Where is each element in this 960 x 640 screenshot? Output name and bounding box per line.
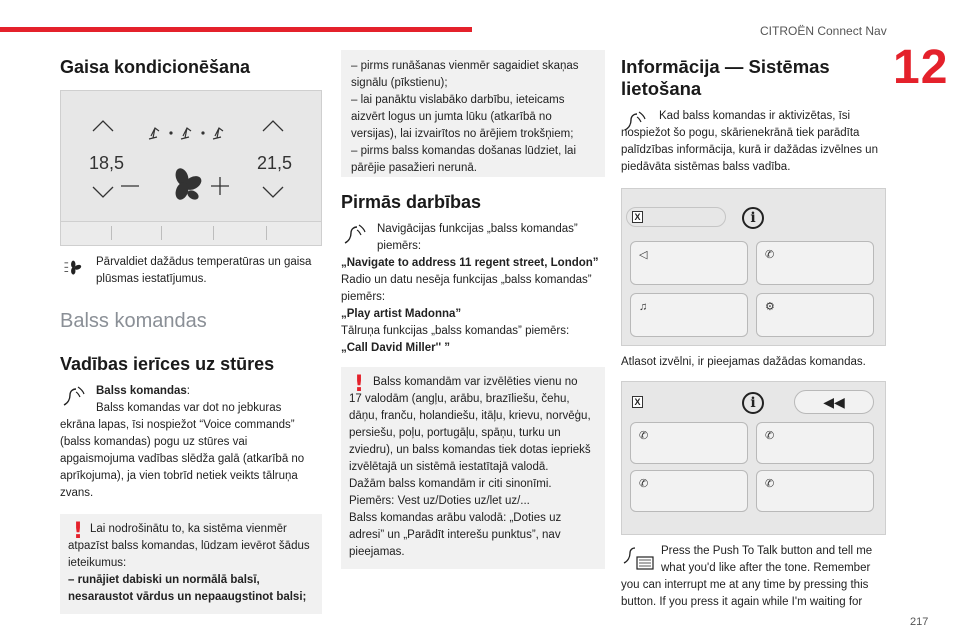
fan-icon: [60, 257, 88, 279]
strip-divider: [161, 226, 162, 240]
command-tile[interactable]: [756, 470, 874, 512]
warn-bold: – runājiet dabiski un normālā balsī, nesaraustot vārdus un nepaaugstinot balsi;: [68, 574, 307, 603]
command-tile[interactable]: [756, 422, 874, 464]
column-1: [60, 50, 322, 614]
warning-box-2: [341, 367, 605, 569]
ac-title: Gaisa kondicionēšana: [60, 57, 251, 77]
warn-text-2: atpazīst balss komandas, lūdzam ievērot šādus ieteikumus:: [68, 540, 310, 569]
page-number: 217: [910, 616, 929, 628]
column-2: [341, 50, 605, 569]
after-menu-text: Atlasot izvēlni, ir pieejamas dažādas komandas.: [621, 356, 866, 368]
voice-command-icon: [341, 223, 369, 249]
section-title-voice: Balss komandas: [60, 310, 207, 332]
ac-bottom-strip: [61, 221, 321, 245]
commands-screen: [621, 381, 886, 535]
navigation-icon: ◁: [639, 249, 648, 261]
strip-divider: [213, 226, 214, 240]
menu-tile-phone[interactable]: [756, 241, 874, 285]
bullets-box: – pirms runāšanas vienmēr sagaidiet skaņas signālu (pīkstienu); – lai panāktu vislabāko darbību, ieteicams aizvērt logus un jumta lūku (atkarībā no versijas), lai izvairītos no ārējiem trokšņiem; – pirms balss komandas došanas lūdziet, lai pārējie pasažieri nerunā.: [341, 50, 605, 177]
ptt-2: what you'd like after the tone. Remember you can interrupt me at any time by pressing this button. If you press it again while I'm waiting for: [621, 562, 871, 608]
strip-divider: [111, 226, 112, 240]
first-steps-text: [341, 221, 605, 357]
wheel-text-1: Balss komandas var dot no jebkuras: [96, 402, 282, 414]
phone-icon: ✆: [765, 249, 775, 261]
chapter-number: 12: [893, 41, 949, 94]
radio-example: „Play artist Madonna”: [341, 308, 462, 320]
phone-example: „Call David Miller'' ”: [341, 342, 450, 354]
command-tile[interactable]: [630, 470, 748, 512]
info-intro: [621, 108, 886, 176]
close-button-area[interactable]: [626, 207, 726, 227]
nav-example: „Navigate to address 11 regent street, London”: [341, 257, 599, 269]
menu-tile-settings[interactable]: [756, 293, 874, 337]
warning-icon: !: [354, 372, 365, 397]
column-3: [621, 50, 886, 611]
close-icon[interactable]: X: [632, 396, 643, 408]
ptt-text: [621, 543, 886, 611]
phone-icon: ✆: [639, 478, 649, 490]
phone-icon: ✆: [765, 430, 775, 442]
intro-1: Kad balss komandas ir aktivizētas, īsi: [659, 110, 851, 122]
header-accent-bar: [0, 27, 472, 32]
phone-icon: ✆: [639, 430, 649, 442]
nav-text-2: piemērs:: [377, 240, 422, 252]
command-tile[interactable]: [630, 422, 748, 464]
help-menu-screen: [621, 188, 886, 346]
warn-text-1: Lai nodrošinātu to, ka sistēma vienmēr: [90, 523, 287, 535]
info-icon[interactable]: i: [742, 207, 764, 229]
phone-icon: ✆: [765, 478, 775, 490]
rewind-icon: ◀◀: [823, 394, 845, 410]
gear-icon: ⚙: [765, 301, 775, 313]
radio-text: Radio un datu nesēja funkcijas „balss komandas” piemērs:: [341, 274, 592, 303]
warn2-text-2: 17 valodām (angļu, arābu, brazīliešu, čehu, dāņu, franču, holandiešu, itāļu, krievu, norvēģu, persiešu, poļu, portugāļu, spāņu, turku un zviedru), un balss komandas tiek dotas iepriekš izvēlētajā un sistēmā iestatītajā valodā. Dažām balss komandām ir citi sinonīmi. Piemērs: Vest uz/Doties uz/let uz/... Balss komandas arābu valodā: „Doties uz adresi” un „Parādīt interešu punktus”, nav pieejamas.: [349, 393, 591, 558]
nav-text-1: Navigācijas funkcijas „balss komandas”: [377, 223, 578, 235]
ac-screen-illustration: [60, 90, 322, 246]
intro-2: nospiežot šo pogu, skārienekrānā tiek parādīta palīdzības informācija, kurā ir dažādas izvēlnes un piedāvāta sistēmas balss vadība.: [621, 127, 878, 173]
info-title: Informācija — Sistēmas lietošana: [621, 56, 830, 99]
menu-tile-navigation[interactable]: [630, 241, 748, 285]
first-steps-title: Pirmās darbības: [341, 192, 482, 212]
ac-caption: Pārvaldiet dažādus temperatūras un gaisa plūsmas iestatījumus.: [96, 256, 312, 285]
back-button[interactable]: [794, 390, 874, 414]
temp-right: 21,5: [257, 153, 293, 173]
strip-divider: [266, 226, 267, 240]
temp-left: 18,5: [89, 153, 125, 173]
voice-command-icon: [621, 110, 649, 136]
phone-text: Tālruņa funkcijas „balss komandas” piemērs:: [341, 325, 570, 337]
warning-box-1: [60, 514, 322, 614]
voice-keyboard-icon: [621, 545, 655, 573]
ac-caption-block: [60, 254, 322, 288]
wheel-controls-title: Vadības ierīces uz stūres: [60, 354, 275, 374]
info-icon[interactable]: i: [742, 392, 764, 414]
header-title: CITROËN Connect Nav: [760, 24, 887, 38]
warning-icon: !: [73, 519, 84, 544]
wheel-controls-text: Balss komandas: Balss komandas var dot no jebkuras ekrāna lapas, īsi nospiežot “Voice commands” (balss komandas) pogu uz stūres vai apgaismojuma vadības slēdža galā (atkarībā no aprīkojuma), ja vien tobrīd netiek veikts tālruņa zvans.: [60, 383, 322, 502]
music-note-icon: ♫: [639, 301, 648, 313]
menu-tile-media[interactable]: [630, 293, 748, 337]
voice-command-icon: [60, 385, 88, 411]
close-icon[interactable]: X: [632, 211, 643, 223]
warn2-text-1: Balss komandām var izvēlēties vienu no: [373, 376, 578, 388]
ptt-1: Press the Push To Talk button and tell me: [661, 545, 873, 557]
wheel-label: Balss komandas: [96, 385, 187, 397]
wheel-text-2: ekrāna lapas, īsi nospiežot “Voice commands” (balss komandas) pogu uz stūres vai apgaismojuma vadības slēdža galā (atkarībā no aprīkojuma), ja vien tobrīd netiek veikts tālruņa zvans.: [60, 419, 305, 499]
